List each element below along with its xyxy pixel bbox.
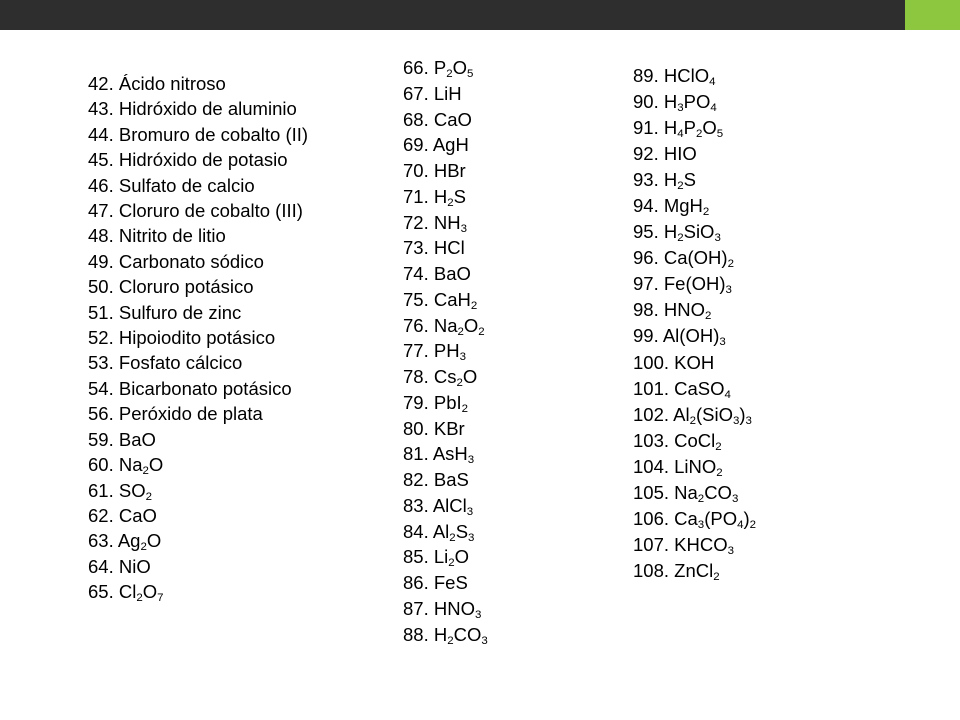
list-item: 65. $Cl_2O_7$ [88, 581, 164, 605]
list-item: 102. $Al_2(SiO_3)_3$ [633, 403, 752, 427]
list-item: 62. CaO [88, 504, 157, 526]
list-item: 80. KBr [403, 417, 465, 439]
list-item: 51. Sulfuro de zinc [88, 301, 242, 323]
list-item: 98. $HNO_2$ [633, 299, 712, 323]
list-item: 76. $Na_2O_2$ [403, 314, 485, 338]
list-item: 84. $Al_2S_3$ [403, 520, 475, 544]
list-item: 90. $H_3PO_4$ [633, 91, 717, 115]
list-item: 106. $Ca_3(PO_4)_2$ [633, 507, 757, 531]
list-item: 82. BaS [403, 469, 469, 490]
list-item: 48. Nitrito de litio [88, 225, 226, 247]
list-item: 47. Cloruro de cobalto (III) [88, 200, 303, 222]
list-item: 46. Sulfato de calcio [88, 174, 255, 196]
list-item: 56. Peróxido de plata [88, 403, 263, 425]
list-item: 85. $Li_2O$ [403, 546, 470, 570]
list-item: 86. FeS [403, 572, 468, 593]
list-item: 64. NiO [88, 555, 151, 577]
list-item: 89. HClO$_4$ [633, 65, 716, 89]
column-2-list [403, 55, 488, 647]
list-item: 61. $SO_2$ [88, 479, 152, 503]
list-item: 93. $H_2S$ [633, 169, 696, 193]
list-item: 78. $Cs_2O$ [403, 366, 478, 390]
list-item: 95. $H_2SiO_3$ [633, 221, 721, 245]
list-item: 52. Hipoiodito potásico [88, 327, 276, 349]
list-item: 74. BaO [403, 263, 471, 284]
list-item: 43. Hidróxido de aluminio [88, 98, 297, 120]
list-item: 69. AgH [403, 134, 469, 156]
list-item: 42. Ácido nitroso [88, 73, 226, 94]
list-item: 94. MgH$_2$ [633, 195, 710, 219]
list-item: 101. CaSO$_4$ [633, 377, 731, 401]
list-item: 83. AlCl$_3$ [403, 494, 474, 518]
list-item: 49. Carbonato sódico [88, 250, 264, 272]
list-item: 70. HBr [403, 160, 466, 181]
list-item: 103. CoCl$_2$ [633, 429, 722, 453]
list-item: 45. Hidróxido de potasio [88, 149, 288, 171]
list-item: 108. ZnCl$_2$ [633, 559, 720, 584]
list-item: 88. $H_2CO_3$ [403, 623, 488, 647]
list-item: 75. CaH$_2$ [403, 288, 478, 312]
top-bar [0, 0, 960, 30]
list-item: 72. $NH_3$ [403, 211, 467, 235]
list-item: 96. $Ca(OH)_2$ [633, 247, 734, 271]
list-item: 54. Bicarbonato potásico [88, 377, 292, 399]
list-item: 77. $PH_3$ [403, 340, 466, 364]
list-item: 79. PbI$_2$ [403, 391, 469, 415]
list-item: 63. $Ag_2O$ [88, 530, 162, 554]
list-item: 60. $Na_2O$ [88, 454, 164, 478]
list-item: 66. $P_2O_5$ [403, 57, 474, 81]
list-item: 100. KOH [633, 351, 715, 373]
list-item: 105. $Na_2CO_3$ [633, 481, 739, 505]
list-item: 87. $HNO_3$ [403, 597, 482, 621]
list-item: 71. $H_2S$ [403, 185, 466, 209]
list-item: 81. AsH$_3$ [403, 443, 475, 467]
list-item: 44. Bromuro de cobalto (II) [88, 123, 309, 145]
list-item: 73. HCl [403, 237, 465, 259]
list-item: 99. $Al(OH)_3$ [633, 325, 726, 349]
list-item: 107. $KHCO_3$ [633, 533, 734, 558]
list-item: 92. HIO [633, 143, 697, 165]
top-bar-accent [905, 0, 960, 30]
list-item: 67. LiH [403, 82, 462, 104]
list-item: 91. $H_4P_2O_5$ [633, 117, 724, 141]
list-item: 97. $Fe(OH)_3$ [633, 273, 732, 297]
list-item: 50. Cloruro potásico [88, 276, 254, 298]
list-item: 104. LiNO$_2$ [633, 455, 723, 479]
list-item: 59. BaO [88, 428, 156, 450]
column-1-list [88, 71, 308, 605]
list-item: 53. Fosfato cálcico [88, 352, 243, 374]
list-item: 68. CaO [403, 108, 472, 130]
column-3-list [633, 63, 756, 584]
